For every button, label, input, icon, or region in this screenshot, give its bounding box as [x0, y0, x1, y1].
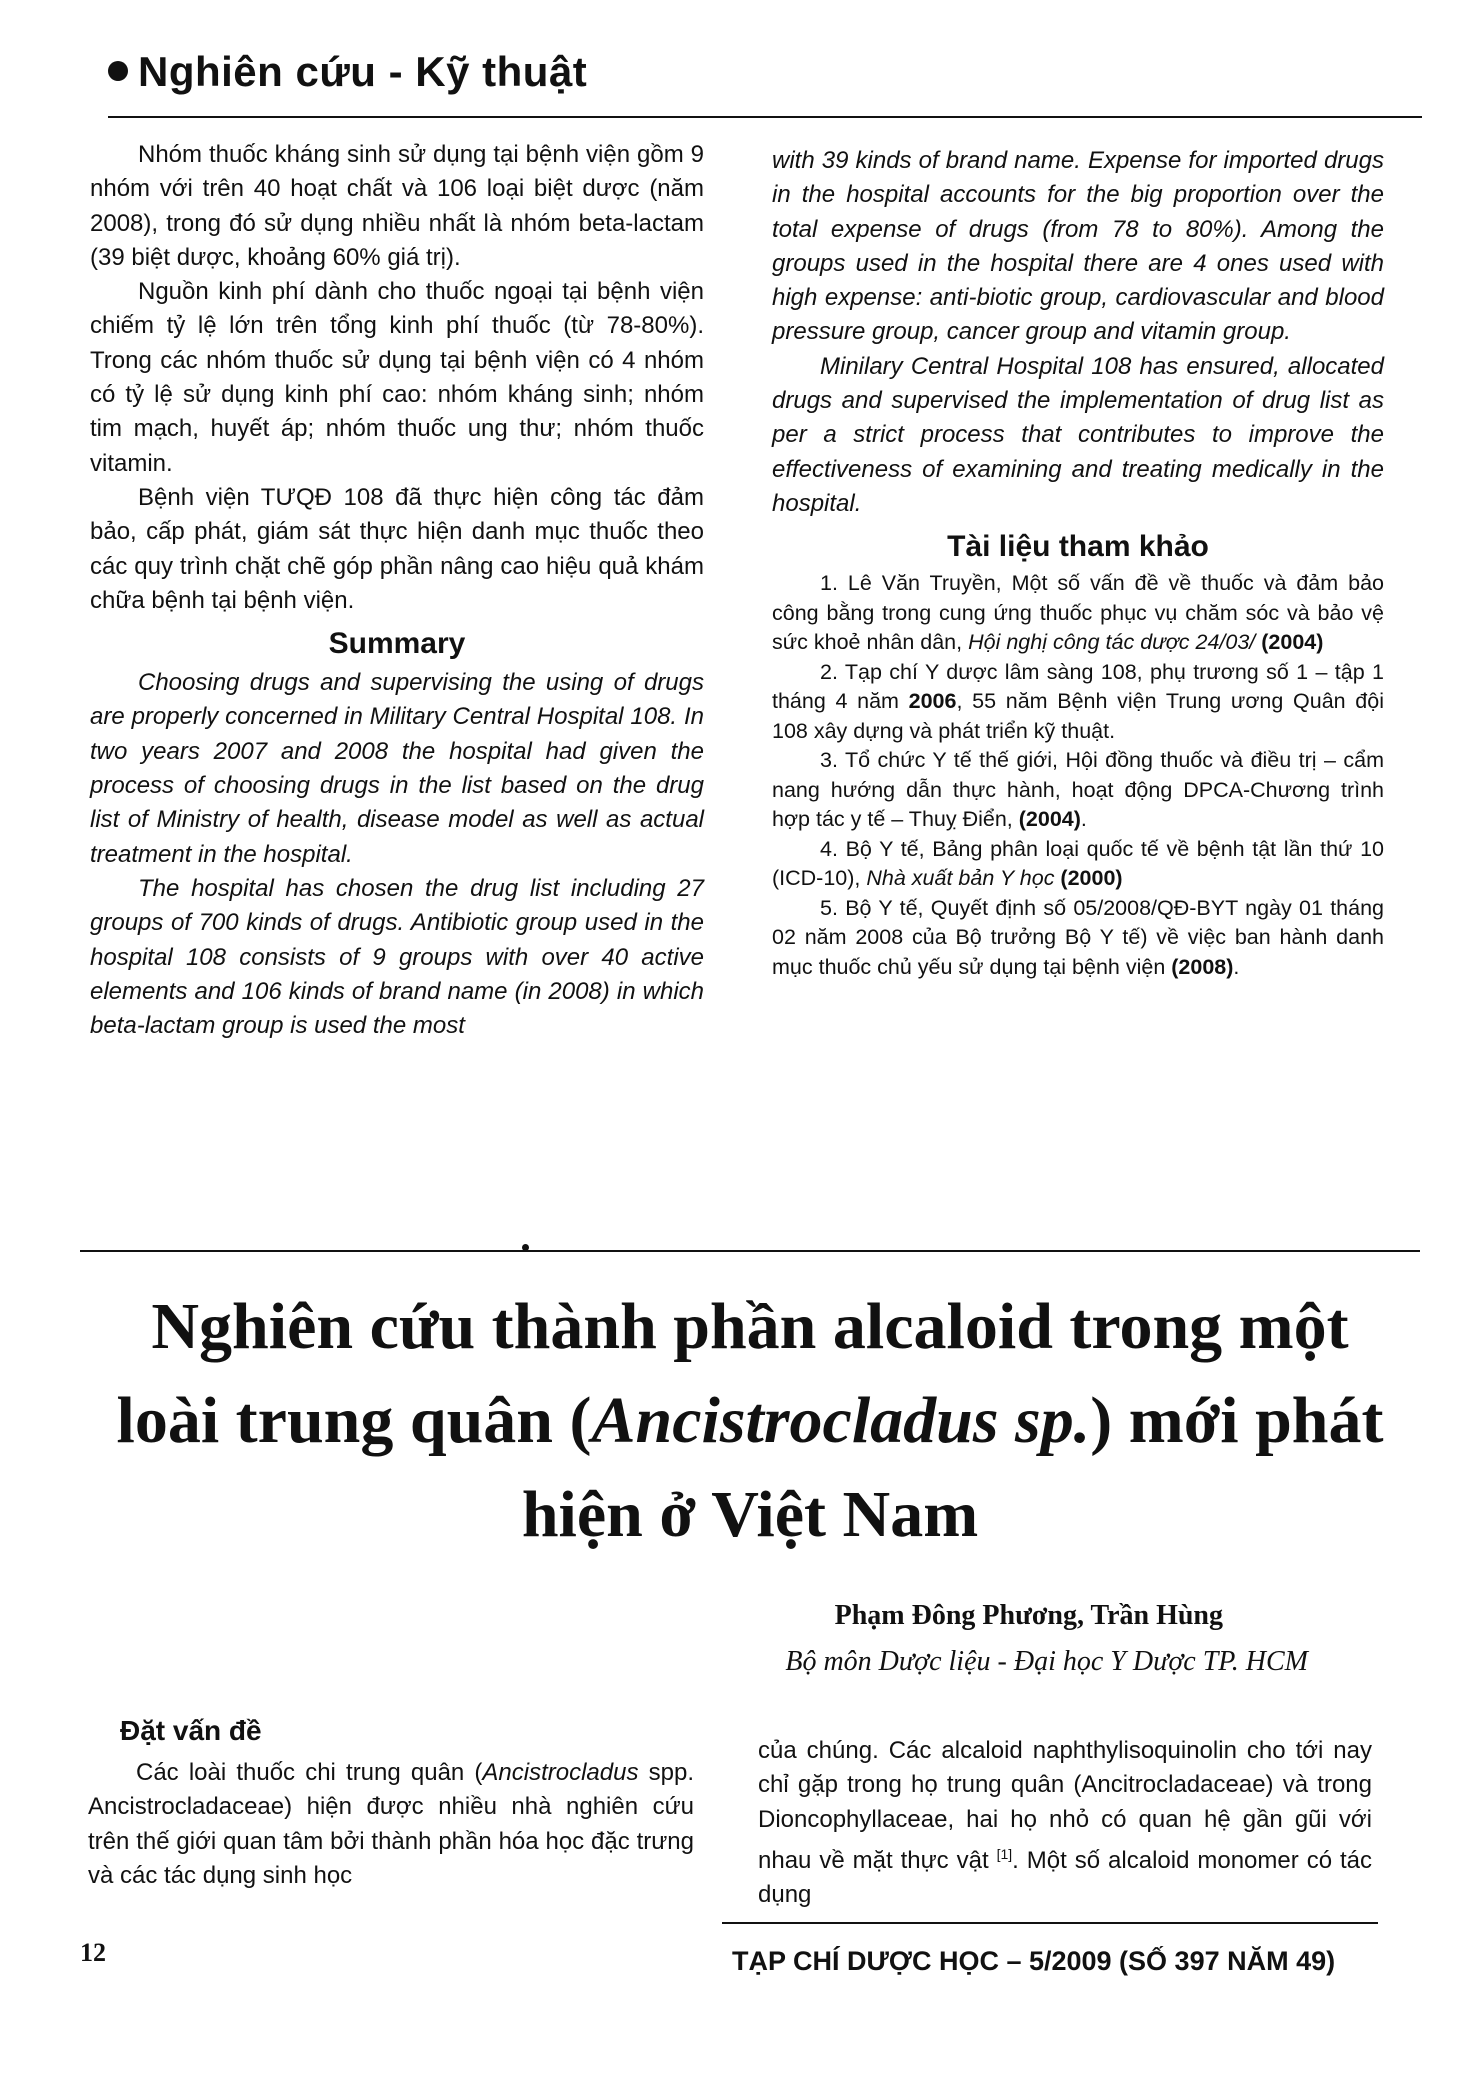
section-divider: [80, 1250, 1420, 1252]
summary-paragraph: with 39 kinds of brand name. Expense for imported drugs in the hospital accounts for the big proportion over the total expense of drugs (from 78 to 80%). Among the groups used in the hospital there are 4 ones used with high expense: anti-biotic group, cardiovascular and blood pressure group, cancer group and vitamin group.: [772, 147, 1384, 346]
paragraph: của chúng. Các alcaloid naphthylisoquinolin cho tới nay chỉ gặp trong họ trung quân (Ancitrocladaceae) và trong Dioncophyllaceae, hai họ nhỏ có quan hệ gần gũi với nhau về mặt thực vật [1]. Một số alcaloid monomer có tác dụng: [758, 1737, 1372, 1909]
right-column-top: [772, 144, 1384, 982]
summary-paragraph: The hospital has chosen the drug list including 27 groups of 700 kinds of drugs. Antibiotic group used in the hospital 108 consists of 9 groups with over 40 active elements and 106 kinds of brand name (in 2008) in which beta-lactam group is used the most: [90, 874, 704, 1040]
header-rule: [108, 116, 1422, 118]
section-header-text: Nghiên cứu - Kỹ thuật: [138, 48, 588, 95]
paragraph: Nguồn kinh phí dành cho thuốc ngoại tại bệnh viện chiếm tỷ lệ lớn trên tổng kinh phí thuốc (từ 78-80%). Trong các nhóm thuốc sử dụng tại bệnh viện có 4 nhóm có tỷ lệ sử dụng kinh phí cao: nhóm kháng sinh; nhóm tim mạch, huyết áp; nhóm thuốc ung thư; nhóm thuốc vitamin.: [90, 278, 704, 477]
footer-rule: [722, 1922, 1378, 1924]
right-column-bottom: [758, 1734, 1372, 1912]
divider-dot: [522, 1244, 529, 1251]
paragraph: Bệnh viện TƯQĐ 108 đã thực hiện công tác đảm bảo, cấp phát, giám sát thực hiện danh mục thuốc theo các quy trình chặt chẽ góp phần nâng cao hiệu quả khám chữa bệnh tại bệnh viện.: [90, 483, 704, 614]
section-header: [108, 48, 587, 96]
reference-item: 1. Lê Văn Truyền, Một số vấn đề về thuốc và đảm bảo công bằng trong cung ứng thuốc phục vụ chăm sóc và bảo vệ sức khoẻ nhân dân, Hội nghị công tác dược 24/03/ (2004): [772, 571, 1384, 655]
reference-item: 2. Tạp chí Y dược lâm sàng 108, phụ trương số 1 – tập 1 tháng 4 năm 2006, 55 năm Bệnh viện Trung ương Quân đội 108 xây dựng và phát triển kỹ thuật.: [772, 659, 1384, 743]
paragraph: Nhóm thuốc kháng sinh sử dụng tại bệnh viện gồm 9 nhóm với trên 40 hoạt chất và 106 loại biệt dược (năm 2008), trong đó sử dụng nhiều nhất là nhóm beta-lactam (39 biệt dược, khoảng 60% giá trị).: [90, 141, 704, 271]
reference-item: 5. Bộ Y tế, Quyết định số 05/2008/QĐ-BYT ngày 01 tháng 02 năm 2008 của Bộ trưởng Bộ Y tế) về việc ban hành danh mục thuốc chủ yếu sử dụng tại bệnh viện (2008).: [772, 895, 1384, 979]
article-title: Nghiên cứu thành phần alcaloid trong một loài trung quân (Ancistrocladus sp.) mới phát hiện ở Việt Nam: [116, 1290, 1384, 1551]
left-column-bottom: [88, 1712, 694, 1893]
article-authors: Phạm Đông Phương, Trần Hùng: [834, 1600, 1223, 1631]
reference-item: 3. Tổ chức Y tế thế giới, Hội đồng thuốc và điều trị – cẩm nang hướng dẫn thực hành, hoạt động DPCA-Chương trình hợp tác y tế – Thuỵ Điển, (2004).: [772, 748, 1384, 832]
summary-paragraph: Minilary Central Hospital 108 has ensured, allocated drugs and supervised the implementation of drug list as per a strict process that contributes to improve the effectiveness of examining and treating medically in the hospital.: [772, 352, 1384, 517]
left-column-top: [90, 138, 704, 1043]
journal-footer: TẠP CHÍ DƯỢC HỌC – 5/2009 (SỐ 397 NĂM 49): [732, 1946, 1336, 1976]
bullet-icon: [108, 61, 128, 81]
paragraph: Các loài thuốc chi trung quân (Ancistrocladus spp. Ancistrocladaceae) hiện được nhiều nhà nghiên cứu trên thế giới quan tâm bởi thành phần hóa học đặc trưng và các tác dụng sinh học: [88, 1759, 694, 1889]
article-affiliation: Bộ môn Dược liệu - Đại học Y Dược TP. HCM: [785, 1646, 1308, 1677]
references-heading: Tài liệu tham khảo: [947, 530, 1209, 564]
references-list: [772, 569, 1384, 982]
summary-paragraph: Choosing drugs and supervising the using of drugs are properly concerned in Military Central Hospital 108. In two years 2007 and 2008 the hospital had given the process of choosing drugs in the list based on the drug list of Ministry of health, disease model as well as actual treatment in the hospital.: [90, 669, 704, 868]
introduction-heading: Đặt vấn đề: [120, 1715, 262, 1746]
reference-item: 4. Bộ Y tế, Bảng phân loại quốc tế về bệnh tật lần thứ 10 (ICD-10), Nhà xuất bản Y học (2000): [772, 836, 1384, 891]
page-number: 12: [80, 1938, 106, 1967]
summary-heading: Summary: [328, 627, 466, 661]
